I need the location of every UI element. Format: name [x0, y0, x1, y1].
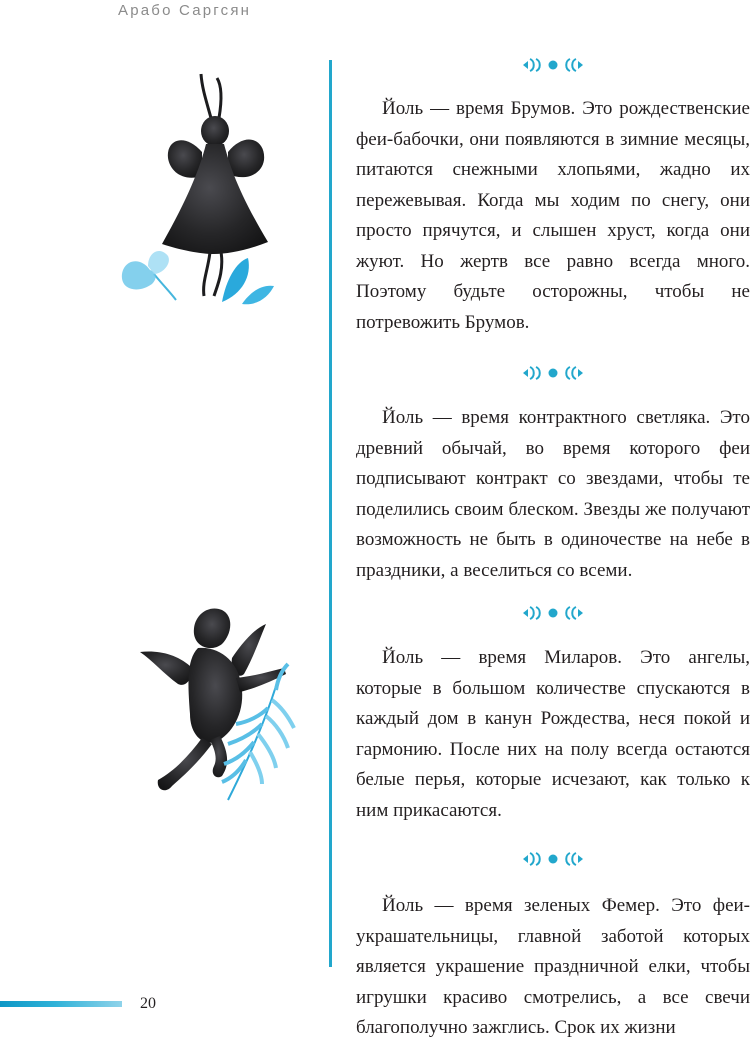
vertical-rule: [329, 60, 332, 967]
floral-divider-icon: [520, 55, 586, 75]
footer-accent-bar: [0, 1001, 122, 1007]
floral-divider: [356, 598, 750, 628]
floral-divider-icon: [520, 849, 586, 869]
paragraph-brums: Йоль — время Брумов. Это рождественские феи-бабочки, они появляются в зимние месяцы, питаются снежными хлопьями, жадно их пережевывая. Когда мы ходим по снегу, они просто прячутся, и слышен хруст, когда они жуют. Но жертв все равно всегда много. Поэтому будьте осторожны, чтобы не потревожить Брумов.: [356, 98, 750, 333]
floral-divider: [356, 50, 750, 80]
floral-divider: [356, 844, 750, 874]
fairy-butterfly-silhouette: [118, 70, 288, 310]
cupid-silhouette: [136, 604, 311, 804]
text-column: [356, 50, 750, 1044]
floral-divider-icon: [520, 603, 586, 623]
paragraph-milars: Йоль — время Миларов. Это ангелы, которые в большом количестве спускаются в каждый дом в канун Рождества, неся покой и гармонию. После них на полу всегда остаются белые перья, которые исчезают, как только к ним прикасаются.: [356, 647, 750, 821]
running-head-author: Арабо Саргсян: [118, 2, 252, 19]
floral-divider-icon: [520, 363, 586, 383]
paragraph-firefly: Йоль — время контрактного светляка. Это древний обычай, во время которого феи подписывают контракт со звездами, чтобы те поделились своим блеском. Звезды же получают возможность не быть в одиночестве на небе в праздники, а веселиться со всеми.: [356, 407, 750, 581]
page-number: 20: [140, 995, 156, 1012]
floral-divider: [356, 358, 750, 388]
paragraph-femers: Йоль — время зеленых Фемер. Это феи-украшательницы, главной заботой которых является украшение праздничной елки, чтобы игрушки красиво смотрелись, а все свечи благополучно зажглись. Срок их жизни: [356, 895, 750, 1038]
